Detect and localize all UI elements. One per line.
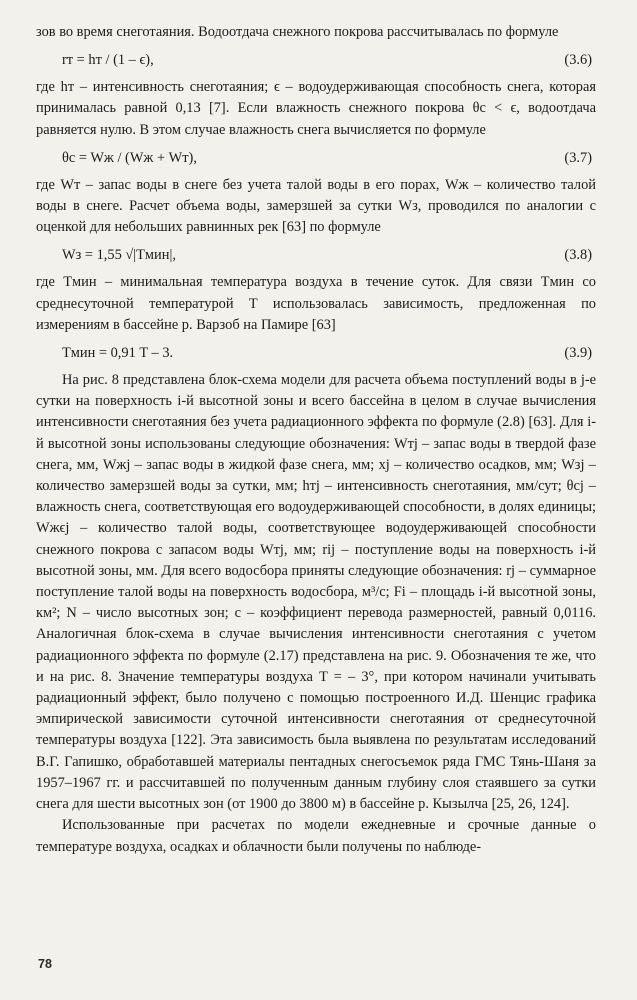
equation-3-9	[36, 342, 596, 364]
equation-3-7	[36, 147, 596, 169]
paragraph-2: где hт – интенсивность снеготаяния; ϵ – водоудерживающая способность снега, которая принималась равной 0,13 [7]. Если влажность снежного покрова θc < ϵ, водоотдача равняется нулю. В этом случае влажность снега вычисляется по формуле	[36, 79, 596, 138]
equation-number: (3.8)	[564, 247, 592, 264]
paragraph-3: где Wт – запас воды в снеге без учета талой воды в его порах, Wж – количество талой воды в снеге. Расчет объема воды, замерзшей за сутки Wз, проводился по аналогии с оценкой для небольших равнинных рек [63] по формуле	[36, 176, 596, 236]
equation-formula: rт = hт / (1 – ϵ),	[62, 52, 154, 69]
paragraph-4: где Tмин – минимальная температура воздуха в течение суток. Для связи Tмин со среднесуточной температурой T использовалась зависимость, предложенная по измерениям в бассейне р. Варзоб на Памире [63]	[36, 274, 596, 333]
page-number: 78	[38, 957, 52, 971]
equation-number: (3.7)	[564, 149, 592, 166]
paragraph-5: На рис. 8 представлена блок-схема модели для расчета объема поступлений воды в j-е сутки на поверхность i-й высотной зоны и всего бассейна в целом в случае вычисления интенсивности снеготаяния без учета радиационного эффекта по формуле (2.8) [63]. Для i-й высотной зоны использованы следующие обозначения: Wтj – запас воды в твердой фазе снега, мм, Wжj – запас воды в жидкой фазе снега, мм; xj – количество осадков, мм; Wзj – количество замерзшей воды за сутки, мм; hтj – интенсивность снеготаяния, мм/сут; θcj – влажность снега, соответствующая его водоудерживающей способности, в долях единицы; Wжϵj – количество талой воды, соответствующее водоудерживающей способности снежного покрова с запасом воды Wтj, мм; rij – поступление воды на поверхность i-й высотной зоны, мм. Для всего водосбора приняты следующие обозначения: rj – суммарное поступление талой воды на поверхность водосбора, м³/с; Fi – площадь i-й высотной зоны, км²; N – число высотных зон; c – коэффициент перевода размерностей, равный 0,0116. Аналогичная блок-схема в случае вычисления интенсивности снеготаяния с учетом радиационного эффекта по формуле (2.17) представлена на рис. 9. Обозначения те же, что и на рис. 8. Значение температуры воздуха T = – 3°, при котором начинали учитывать радиационный эффект, было получено с помощью построенного И.Д. Шенцис графика эмпирической зависимости суточной интенсивности снеготаяния от среднесуточной температуры воздуха [122]. Эта зависимость была выявлена по результатам исследований В.Г. Гапишко, обработавшей материалы пентадных снегосъемок ряда ГМС Тянь-Шаня за 1957–1967 гг. и рассчитавшей по полученным данным глубину слоя стаявшего за сутки снега для шести высотных зон (от 1900 до 3800 м) в бассейне р. Кызылча [25, 26, 124].	[36, 372, 596, 813]
paragraph-6: Использованные при расчетах по модели ежедневные и срочные данные о температуре воздуха, осадках и облачности были получены по наблюде-	[36, 817, 596, 855]
equation-number: (3.9)	[564, 345, 592, 362]
paragraph-1: зов во время снеготаяния. Водоотдача снежного покрова рассчитывалась по формуле	[36, 24, 559, 40]
equation-3-6	[36, 49, 596, 71]
equation-number: (3.6)	[564, 52, 592, 69]
equation-formula: θc = Wж / (Wж + Wт),	[62, 149, 197, 166]
equation-3-8	[36, 244, 596, 266]
page-body	[36, 22, 596, 858]
equation-formula: Wз = 1,55 √|Tмин|,	[62, 247, 176, 264]
equation-formula: Tмин = 0,91 T – 3.	[62, 345, 174, 362]
